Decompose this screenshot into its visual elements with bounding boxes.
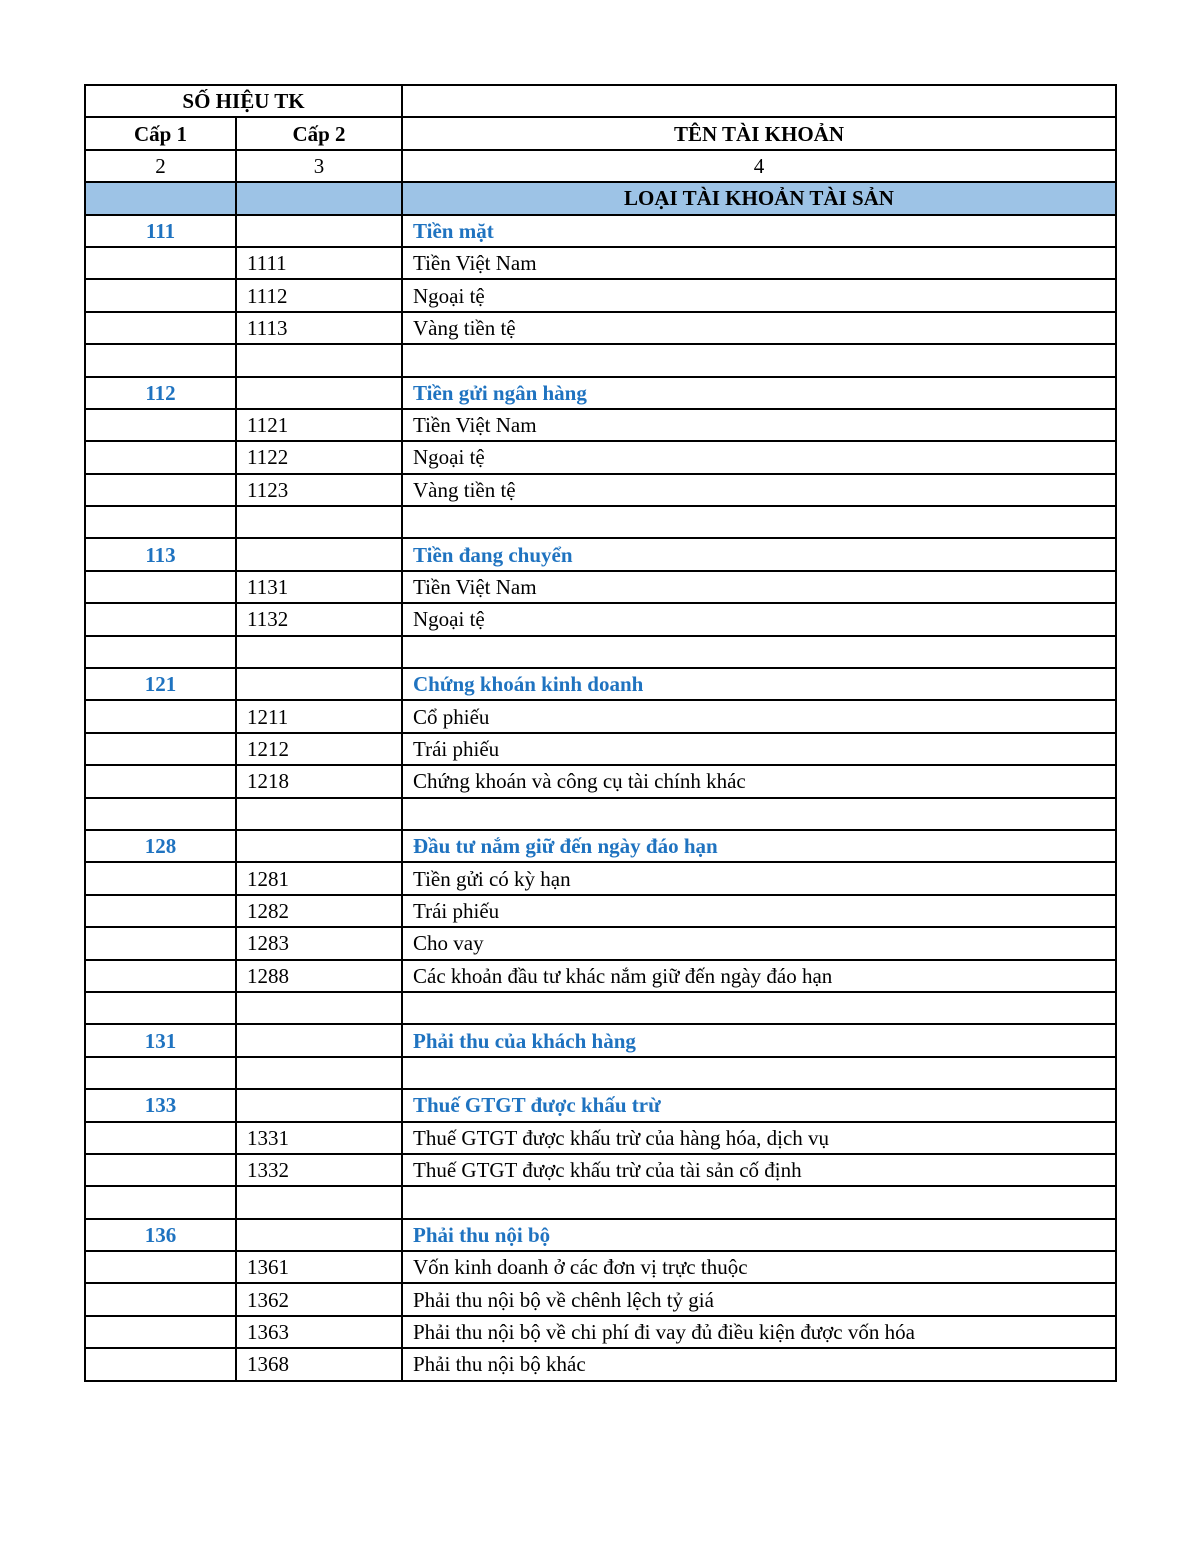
account-level2-code: 1283	[236, 927, 402, 959]
account-level2-code	[236, 377, 402, 409]
account-name: Tiền mặt	[402, 215, 1116, 247]
account-level2-code	[236, 538, 402, 570]
account-level2-code: 1332	[236, 1154, 402, 1186]
cap1-header: Cấp 1	[85, 117, 236, 149]
account-child-row	[85, 474, 1116, 506]
chart-of-accounts-table	[84, 84, 1117, 1382]
account-level2-code: 1113	[236, 312, 402, 344]
section-row	[85, 182, 1116, 214]
account-level1-code: 128	[85, 830, 236, 862]
account-name: Tiền gửi ngân hàng	[402, 377, 1116, 409]
account-name: Ngoại tệ	[402, 441, 1116, 473]
account-parent-row	[85, 1089, 1116, 1121]
account-parent-row	[85, 377, 1116, 409]
account-level1-code: 131	[85, 1024, 236, 1056]
account-level1-code: 113	[85, 538, 236, 570]
account-child-row	[85, 279, 1116, 311]
account-level1-code	[85, 1057, 236, 1089]
account-level1-code	[85, 992, 236, 1024]
account-level1-code	[85, 603, 236, 635]
header-row-2	[85, 117, 1116, 149]
account-level2-code	[236, 992, 402, 1024]
account-name: Thuế GTGT được khấu trừ của hàng hóa, dịch vụ	[402, 1122, 1116, 1154]
account-level1-code: 121	[85, 668, 236, 700]
account-child-row	[85, 441, 1116, 473]
cap2-header: Cấp 2	[236, 117, 402, 149]
account-level2-code: 1211	[236, 700, 402, 732]
account-name: Tiền Việt Nam	[402, 247, 1116, 279]
section-empty-cell-1	[85, 182, 236, 214]
account-name: Vốn kinh doanh ở các đơn vị trực thuộc	[402, 1251, 1116, 1283]
account-child-row	[85, 765, 1116, 797]
so-hieu-tk-header: SỐ HIỆU TK	[85, 85, 402, 117]
account-level2-code	[236, 1057, 402, 1089]
account-name: Các khoản đầu tư khác nắm giữ đến ngày đáo hạn	[402, 960, 1116, 992]
account-parent-row	[85, 1219, 1116, 1251]
account-level2-code: 1362	[236, 1283, 402, 1315]
blank-row	[85, 1057, 1116, 1089]
section-empty-cell-2	[236, 182, 402, 214]
account-level2-code	[236, 1186, 402, 1218]
column-number-row	[85, 150, 1116, 182]
account-level2-code	[236, 1024, 402, 1056]
account-level1-code: 111	[85, 215, 236, 247]
account-name: Tiền Việt Nam	[402, 571, 1116, 603]
blank-row	[85, 1186, 1116, 1218]
account-parent-row	[85, 668, 1116, 700]
account-level1-code	[85, 1283, 236, 1315]
blank-row	[85, 798, 1116, 830]
account-name	[402, 636, 1116, 668]
account-level1-code: 112	[85, 377, 236, 409]
account-level1-code	[85, 312, 236, 344]
account-child-row	[85, 1122, 1116, 1154]
blank-row	[85, 344, 1116, 376]
account-level1-code	[85, 765, 236, 797]
account-level1-code	[85, 474, 236, 506]
account-child-row	[85, 603, 1116, 635]
account-child-row	[85, 960, 1116, 992]
account-level2-code: 1218	[236, 765, 402, 797]
account-level1-code	[85, 441, 236, 473]
account-level1-code	[85, 862, 236, 894]
account-level1-code	[85, 506, 236, 538]
account-level1-code	[85, 700, 236, 732]
blank-row	[85, 992, 1116, 1024]
account-child-row	[85, 927, 1116, 959]
account-level1-code: 136	[85, 1219, 236, 1251]
account-level2-code: 1368	[236, 1348, 402, 1380]
account-name	[402, 992, 1116, 1024]
account-level2-code: 1131	[236, 571, 402, 603]
account-parent-row	[85, 215, 1116, 247]
account-level1-code	[85, 798, 236, 830]
account-name	[402, 506, 1116, 538]
account-name: Cổ phiếu	[402, 700, 1116, 732]
account-level2-code: 1112	[236, 279, 402, 311]
account-name: Phải thu nội bộ	[402, 1219, 1116, 1251]
account-level1-code	[85, 344, 236, 376]
account-name	[402, 798, 1116, 830]
account-name: Cho vay	[402, 927, 1116, 959]
column-number-4: 4	[402, 150, 1116, 182]
account-level2-code: 1281	[236, 862, 402, 894]
account-parent-row	[85, 830, 1116, 862]
column-number-2: 2	[85, 150, 236, 182]
account-level2-code	[236, 344, 402, 376]
account-child-row	[85, 1316, 1116, 1348]
account-level1-code	[85, 1186, 236, 1218]
account-name: Tiền gửi có kỳ hạn	[402, 862, 1116, 894]
account-level2-code: 1132	[236, 603, 402, 635]
account-level1-code: 133	[85, 1089, 236, 1121]
account-child-row	[85, 1154, 1116, 1186]
account-child-row	[85, 312, 1116, 344]
account-level1-code	[85, 895, 236, 927]
account-level1-code	[85, 1122, 236, 1154]
header-empty-cell	[402, 85, 1116, 117]
account-name: Phải thu nội bộ khác	[402, 1348, 1116, 1380]
account-name: Vàng tiền tệ	[402, 312, 1116, 344]
account-level2-code: 1122	[236, 441, 402, 473]
account-level1-code	[85, 1348, 236, 1380]
header-row-1	[85, 85, 1116, 117]
account-level1-code	[85, 1316, 236, 1348]
account-level2-code	[236, 506, 402, 538]
blank-row	[85, 636, 1116, 668]
account-name: Chứng khoán và công cụ tài chính khác	[402, 765, 1116, 797]
ten-tai-khoan-header: TÊN TÀI KHOẢN	[402, 117, 1116, 149]
account-name: Ngoại tệ	[402, 279, 1116, 311]
account-parent-row	[85, 538, 1116, 570]
account-level2-code	[236, 636, 402, 668]
account-name: Vàng tiền tệ	[402, 474, 1116, 506]
account-name: Trái phiếu	[402, 733, 1116, 765]
account-name: Ngoại tệ	[402, 603, 1116, 635]
account-level2-code	[236, 798, 402, 830]
account-level2-code: 1123	[236, 474, 402, 506]
account-child-row	[85, 409, 1116, 441]
accounts-table-body	[85, 85, 1116, 1381]
account-name: Phải thu nội bộ về chi phí đi vay đủ điều kiện được vốn hóa	[402, 1316, 1116, 1348]
account-level2-code: 1282	[236, 895, 402, 927]
account-level2-code	[236, 668, 402, 700]
account-child-row	[85, 571, 1116, 603]
account-name	[402, 1057, 1116, 1089]
account-level1-code	[85, 733, 236, 765]
column-number-3: 3	[236, 150, 402, 182]
account-level1-code	[85, 1251, 236, 1283]
section-title: LOẠI TÀI KHOẢN TÀI SẢN	[402, 182, 1116, 214]
account-child-row	[85, 1348, 1116, 1380]
account-name: Tiền Việt Nam	[402, 409, 1116, 441]
account-child-row	[85, 895, 1116, 927]
account-name: Thuế GTGT được khấu trừ	[402, 1089, 1116, 1121]
account-child-row	[85, 700, 1116, 732]
account-name: Trái phiếu	[402, 895, 1116, 927]
account-level2-code: 1212	[236, 733, 402, 765]
account-level1-code	[85, 960, 236, 992]
account-level2-code: 1361	[236, 1251, 402, 1283]
account-child-row	[85, 1251, 1116, 1283]
account-level1-code	[85, 409, 236, 441]
account-level2-code	[236, 1219, 402, 1251]
account-level1-code	[85, 636, 236, 668]
account-level1-code	[85, 927, 236, 959]
account-name: Phải thu nội bộ về chênh lệch tỷ giá	[402, 1283, 1116, 1315]
account-level1-code	[85, 1154, 236, 1186]
account-name: Đầu tư nắm giữ đến ngày đáo hạn	[402, 830, 1116, 862]
account-level1-code	[85, 247, 236, 279]
account-name: Chứng khoán kinh doanh	[402, 668, 1116, 700]
account-name: Phải thu của khách hàng	[402, 1024, 1116, 1056]
account-name: Thuế GTGT được khấu trừ của tài sản cố định	[402, 1154, 1116, 1186]
account-level2-code: 1111	[236, 247, 402, 279]
account-level2-code: 1331	[236, 1122, 402, 1154]
blank-row	[85, 506, 1116, 538]
account-level1-code	[85, 279, 236, 311]
account-name	[402, 344, 1116, 376]
account-level2-code	[236, 215, 402, 247]
account-name: Tiền đang chuyển	[402, 538, 1116, 570]
account-level2-code	[236, 830, 402, 862]
account-name	[402, 1186, 1116, 1218]
account-child-row	[85, 862, 1116, 894]
account-child-row	[85, 1283, 1116, 1315]
account-level2-code: 1288	[236, 960, 402, 992]
account-level1-code	[85, 571, 236, 603]
account-parent-row	[85, 1024, 1116, 1056]
account-child-row	[85, 247, 1116, 279]
account-level2-code: 1121	[236, 409, 402, 441]
account-child-row	[85, 733, 1116, 765]
account-level2-code: 1363	[236, 1316, 402, 1348]
account-level2-code	[236, 1089, 402, 1121]
